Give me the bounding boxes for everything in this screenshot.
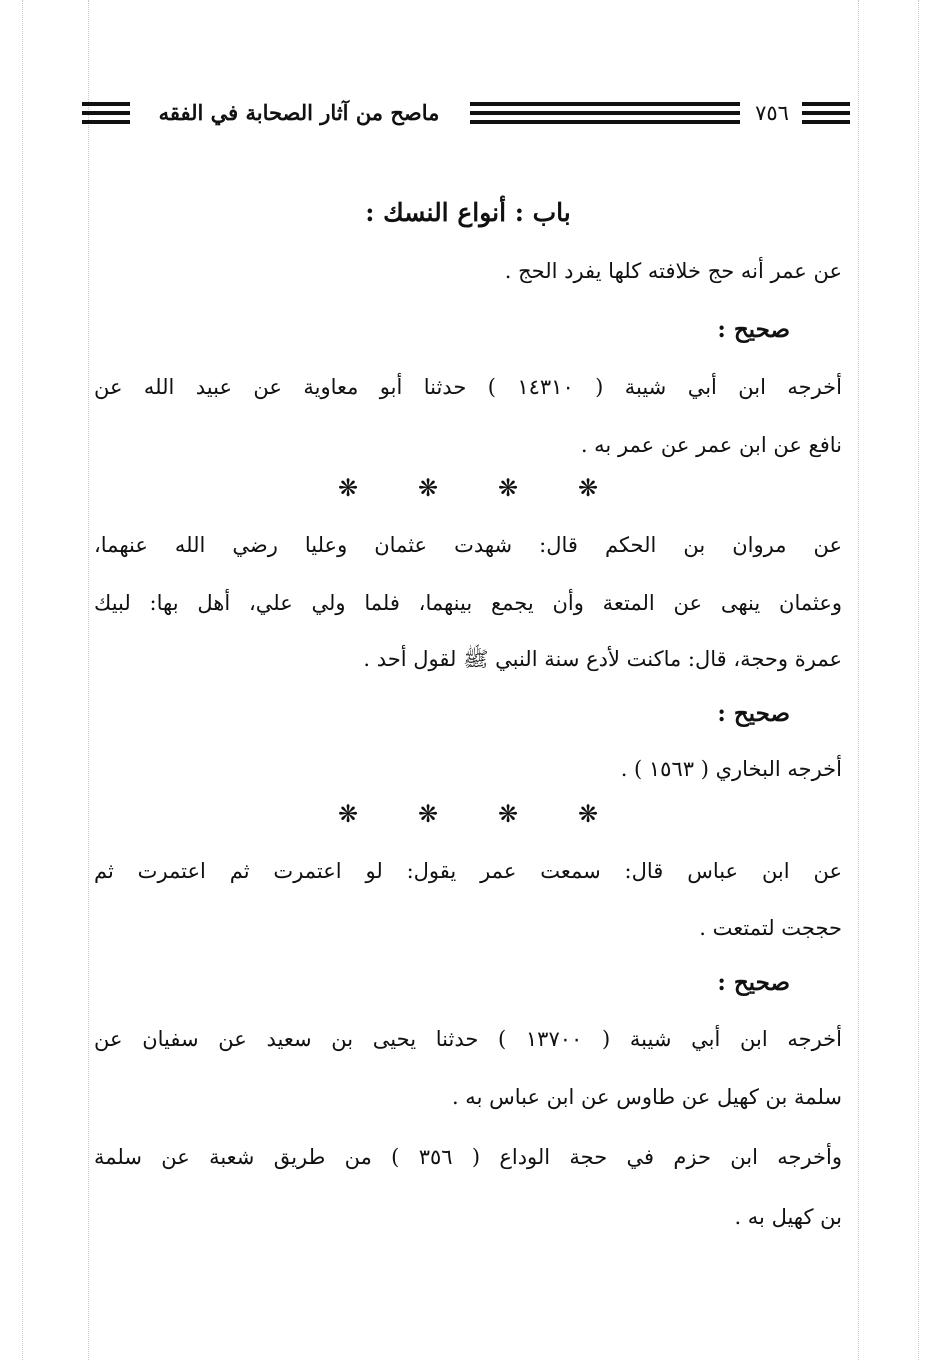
chapter-title: باب : أنواع النسك : [365,198,571,227]
takhrij-line: أخرجه ابن أبي شيبة ( ١٤٣١٠ ) حدثنا أبو معاوية عن عبيد الله عن [94,375,843,399]
takhrij-line: بن كهيل به . [734,1205,842,1229]
takhrij-line: أخرجه ابن أبي شيبة ( ١٣٧٠٠ ) حدثنا يحيى بن سعيد عن سفيان عن [94,1027,842,1051]
asterisk-flower-icon: ❋ [497,800,519,828]
scan-guide [88,0,89,1360]
takhrij-line: سلمة بن كهيل عن طاوس عن ابن عباس به . [451,1085,842,1109]
scan-guide [858,0,859,1360]
narration-line: عن عمر أنه حج خلافته كلها يفرد الحج . [504,259,842,283]
running-title: ماصح من آثار الصحابة في الفقه [158,100,440,125]
section-separator [94,800,842,830]
asterisk-flower-icon: ❋ [337,800,359,828]
grade-label: صحيح : [717,700,790,727]
takhrij-line: وأخرجه ابن حزم في حجة الوداع ( ٣٥٦ ) من طريق شعبة عن سلمة [94,1145,842,1169]
scan-guide [918,0,919,1360]
scan-guide [22,0,23,1360]
narration-line: عمرة وحجة، قال: ماكنت لأدع سنة النبي ﷺ لقول أحد . [363,647,842,671]
asterisk-flower-icon: ❋ [337,474,359,502]
grade-label: صحيح : [717,316,790,343]
page-body [94,0,842,1360]
grade-label: صحيح : [717,969,790,996]
narration-line: وعثمان ينهى عن المتعة وأن يجمع بينهما، فلما ولي علي، أهل بها: لبيك [94,591,842,615]
asterisk-flower-icon: ❋ [417,474,439,502]
takhrij-line: أخرجه البخاري ( ١٥٦٣ ) . [620,757,842,781]
narration-line: عن ابن عباس قال: سمعت عمر يقول: لو اعتمرت ثم اعتمرت ثم [94,859,842,883]
takhrij-line: نافع عن ابن عمر عن عمر به . [580,433,842,457]
asterisk-flower-icon: ❋ [417,800,439,828]
asterisk-flower-icon: ❋ [497,474,519,502]
asterisk-flower-icon: ❋ [577,800,599,828]
asterisk-flower-icon: ❋ [577,474,599,502]
narration-line: حججت لتمتعت . [699,916,842,940]
section-separator [94,474,842,504]
page-number: ٧٥٦ [755,101,789,125]
narration-line: عن مروان بن الحكم قال: شهدت عثمان وعليا رضي الله عنهما، [94,533,842,557]
